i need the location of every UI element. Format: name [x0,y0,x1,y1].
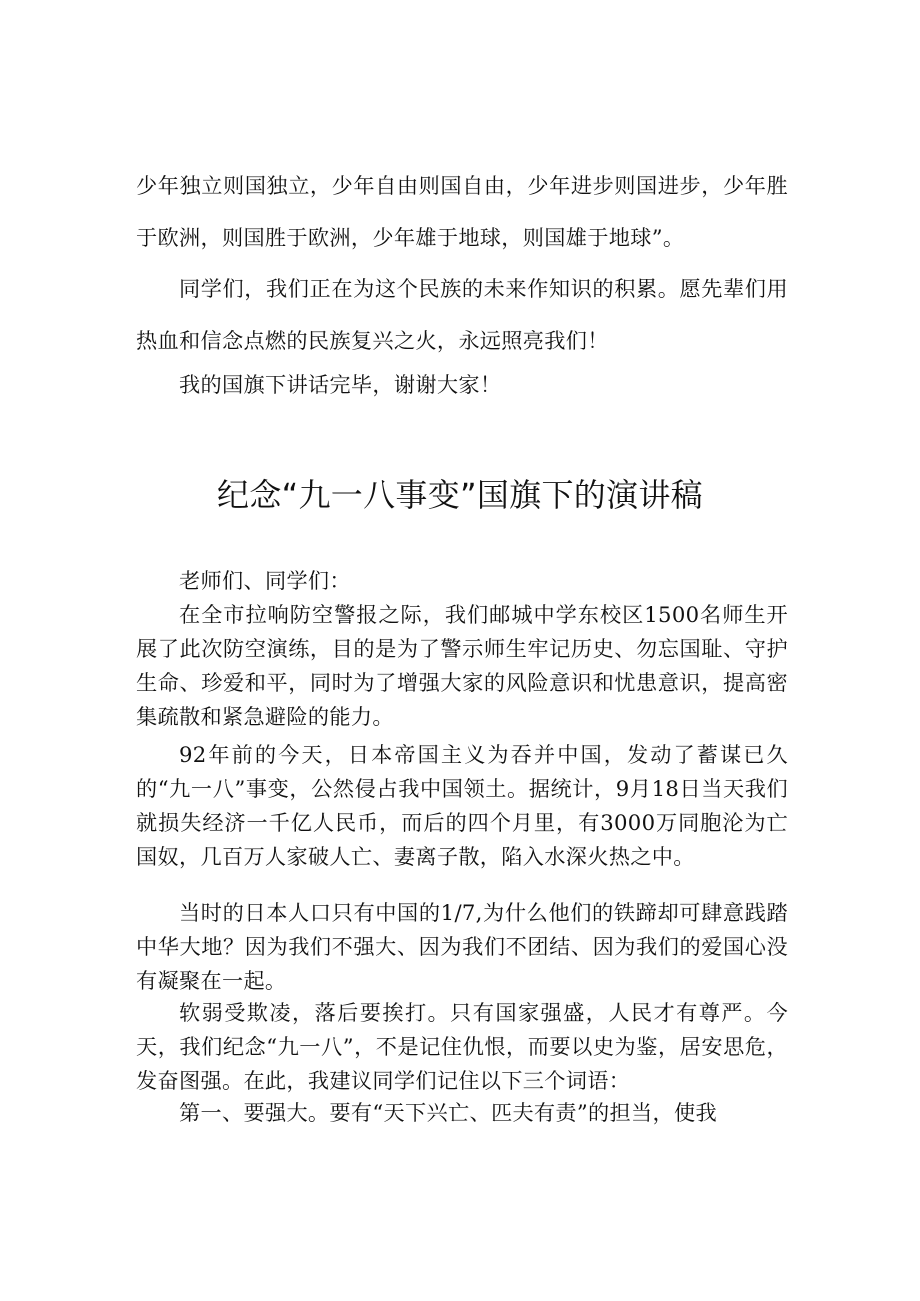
speech-paragraph-2: 92年前的今天，日本帝国主义为吞并中国，发动了蓄谋已久的“九一八”事变，公然侵占我中国领土。据统计，9月18日当天我们就损失经济一千亿人民币，而后的四个月里，有3000万同胞沦为亡国奴，几百万人家破人亡、妻离子散，陷入水深火热之中。 [136,742,788,869]
speech-paragraph-5: 第一、要强大。要有“天下兴亡、匹夫有责”的担当，使我 [179,1100,717,1125]
closing-remark: 我的国旗下讲话完毕，谢谢大家！ [179,372,502,397]
speech-paragraph-4: 软弱受欺凌，落后要挨打。只有国家强盛，人民才有尊严。今天，我们纪念“九一八”，不是记住仇恨，而要以史为鉴，居安思危，发奋图强。在此，我建议同学们记住以下三个词语： [136,1000,788,1093]
previous-speech-paragraph-2: 同学们，我们正在为这个民族的未来作知识的积累。愿先辈们用热血和信念点燃的民族复兴之火，永远照亮我们！ [136,276,788,353]
previous-speech-paragraph-1: 少年独立则国独立，少年自由则国自由，少年进步则国进步，少年胜于欧洲，则国胜于欧洲，少年雄于地球，则国雄于地球”。 [136,173,788,250]
speech-title: 纪念“九一八事变”国旗下的演讲稿 [217,476,703,514]
speech-paragraph-1: 在全市拉响防空警报之际，我们邮城中学东校区1500名师生开展了此次防空演练，目的是为了警示师生牢记历史、勿忘国耻、守护生命、珍爱和平，同时为了增强大家的风险意识和忧患意识，提高密集疏散和紧急避险的能力。 [136,602,788,729]
speech-greeting: 老师们、同学们： [179,568,351,593]
speech-paragraph-3: 当时的日本人口只有中国的1/7,为什么他们的铁蹄却可肆意践踏中华大地？因为我们不强大、因为我们不团结、因为我们的爱国心没有凝聚在一起。 [136,900,788,993]
